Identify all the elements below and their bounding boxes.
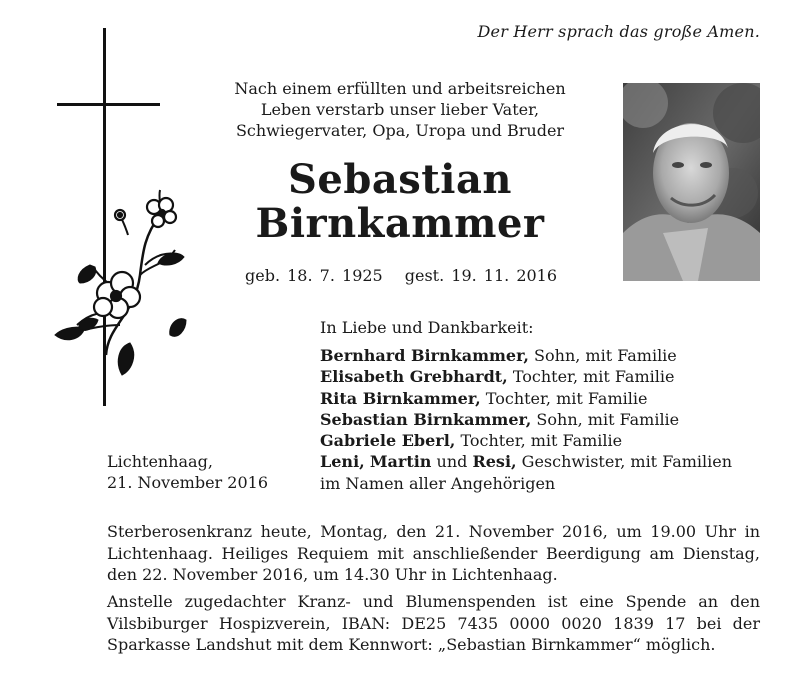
- mourner-name: Gabriele Eberl,: [320, 431, 456, 451]
- sibling-name: Martin: [369, 452, 432, 472]
- mourner-relation: Tochter, mit Familie: [455, 431, 623, 451]
- mourner-relation: Tochter, mit Familie: [507, 367, 675, 387]
- death-date: gest. 19. 11. 2016: [404, 266, 558, 285]
- place: Lichtenhaag,: [107, 452, 213, 471]
- sibling-relation: Geschwister, mit Familien: [516, 452, 733, 472]
- sibling-name: Leni,: [320, 452, 365, 472]
- mourner-relation: Sohn, mit Familie: [528, 346, 677, 365]
- mourner-name: Rita Birnkammer,: [320, 388, 481, 408]
- closing-line: im Namen aller Angehörigen: [320, 473, 556, 493]
- mourner-name: Sebastian Birnkammer,: [320, 409, 532, 429]
- mourner-relation: Tochter, mit Familie: [480, 388, 648, 408]
- last-name: Birnkammer: [255, 200, 545, 247]
- mourner-row: [320, 388, 732, 409]
- intro-line: Schwiegervater, Opa, Uropa und Bruder: [235, 121, 565, 140]
- birth-date: geb. 18. 7. 1925: [245, 266, 383, 285]
- cross-with-flower-icon: [50, 25, 200, 415]
- mourner-name: Elisabeth Grebhardt,: [320, 367, 508, 387]
- siblings-row: [320, 451, 732, 472]
- deceased-name: [200, 158, 600, 246]
- portrait-photo: [623, 83, 760, 281]
- mourners-list: [320, 345, 732, 494]
- sibling-name: Resi,: [472, 452, 517, 472]
- first-name: Sebastian: [288, 156, 512, 203]
- intro-text: [195, 78, 605, 141]
- mourner-row: [320, 409, 732, 430]
- sibling-conjunction: und: [431, 452, 473, 472]
- portrait-image: [623, 83, 760, 281]
- mourner-row: [320, 366, 732, 387]
- donation-paragraph: Anstelle zugedachter Kranz- und Blumenspenden ist eine Spende an den Vilsbiburger Hospizverein, IBAN: DE25 7435 0000 0020 1839 17 bei der Sparkasse Landshut mit dem Kennwort: „Sebastian Birnkammer“ möglich.: [107, 592, 760, 654]
- mourner-name: Bernhard Birnkammer,: [320, 346, 529, 365]
- intro-line: Nach einem erfüllten und arbeitsreichen: [234, 79, 566, 98]
- mourner-relation: Sohn, mit Familie: [531, 409, 680, 429]
- thanks-heading: In Liebe und Dankbarkeit:: [320, 318, 534, 337]
- place-and-date: [107, 451, 268, 494]
- life-dates: [245, 266, 557, 285]
- place-date: 21. November 2016: [107, 473, 269, 493]
- mourner-row: [320, 345, 732, 366]
- service-paragraph: Sterberosenkranz heute, Montag, den 21. November 2016, um 19.00 Uhr in Lichtenhaag. Heiliges Requiem mit anschließender Beerdigung am Dienstag, den 22. November 2016, um 14.30 Uhr in Lichtenhaag.: [107, 522, 760, 584]
- bible-quote: Der Herr sprach das große Amen.: [477, 22, 760, 41]
- intro-line: Leben verstarb unser lieber Vater,: [260, 100, 540, 119]
- mourner-row: [320, 430, 732, 451]
